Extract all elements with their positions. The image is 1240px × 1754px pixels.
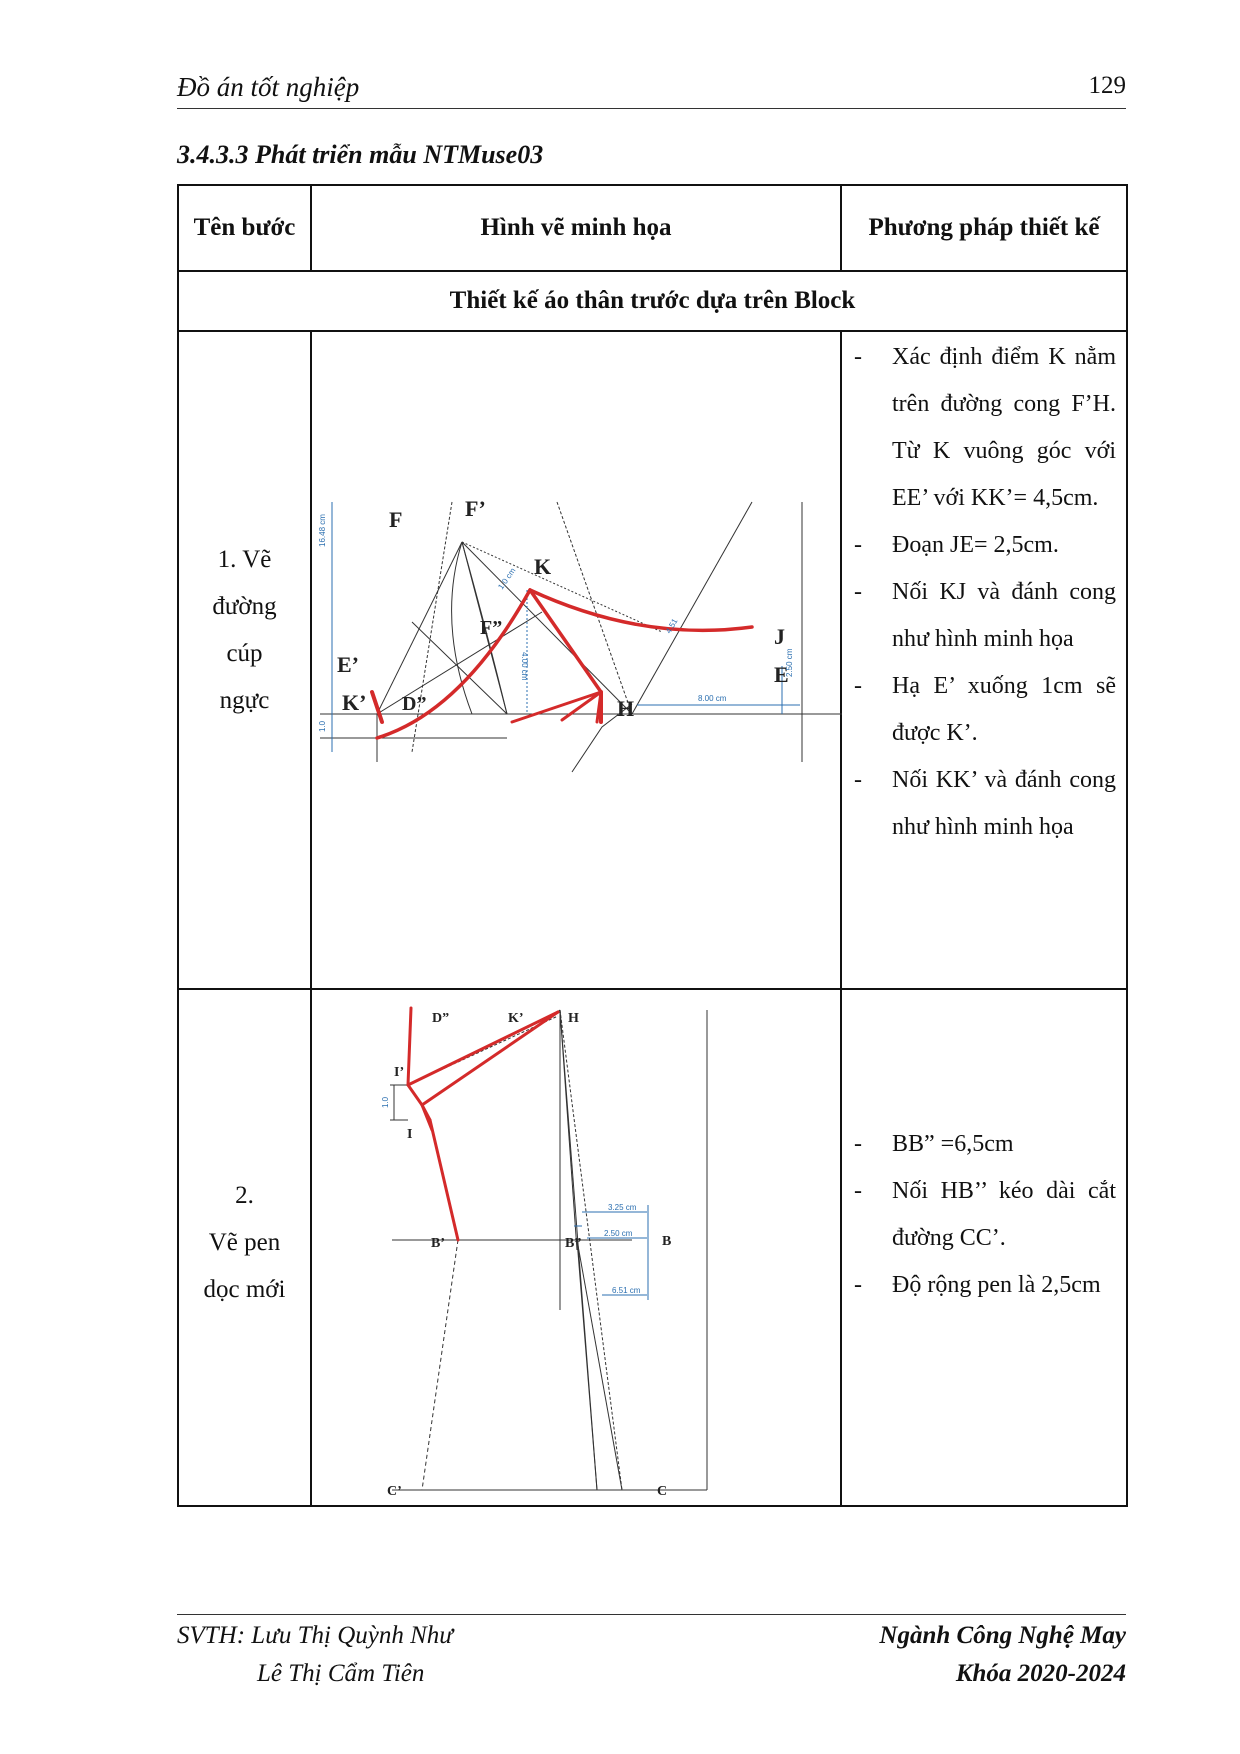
page-number: 129 [1088,72,1126,99]
step-name-line: ngực [219,687,270,715]
method-cell [841,331,1127,988]
dimension-label: 2.50 cm [785,648,794,678]
point-label: H [617,696,635,722]
table-row [178,331,1127,988]
point-label: B” [565,1235,582,1251]
column-header-method: Phương pháp thiết kế [841,185,1127,271]
dart-line [577,1240,597,1490]
step-name-cell [178,331,311,988]
point-label: C’ [387,1483,402,1499]
dimension-label: 3.25 cm [608,1202,637,1212]
construction-line [632,502,752,714]
figure-cell [311,331,841,988]
footer-author-1: SVTH: Lưu Thị Quỳnh Như [177,1622,453,1649]
front-edge-red [408,1085,422,1105]
bust-curve-kk-prime [377,590,530,738]
column-header-figure: Hình vẽ minh họa [311,185,841,271]
point-label: D” [402,693,427,716]
front-edge-red [408,1008,411,1085]
footer-rule [177,1614,1126,1615]
table-header-row [178,185,1127,271]
section-title: 3.4.3.3 Phát triển mẫu NTMuse03 [177,140,544,169]
method-item: - Hạ E’ xuống 1cm sẽ được K’. [852,663,1116,757]
point-label: F’ [465,496,486,522]
dimension-label: 6.51 cm [612,1285,641,1295]
point-label: K [534,554,552,580]
method-item: - BB” =6,5cm [852,1121,1116,1168]
point-label: I’ [394,1064,405,1080]
dart-line [577,1240,622,1490]
method-item: - Độ rộng pen là 2,5cm [852,1262,1116,1309]
side-seam-lower [422,1240,458,1490]
side-red [430,1120,458,1240]
footer-major: Ngành Công Nghệ May [879,1622,1126,1649]
point-label: F [389,507,403,533]
method-item: - Đoạn JE= 2,5cm. [852,522,1116,569]
point-label: B’ [431,1235,445,1251]
dart-figure [312,990,842,1506]
step-name-line: đường [212,593,277,621]
dimension-label: 8.00 cm [698,694,727,704]
table-row [178,989,1127,1506]
dimension-label: 4.00 cm [520,652,529,681]
footer-author-2: Lê Thị Cẩm Tiên [257,1660,425,1687]
header-title: Đồ án tốt nghiệp [177,72,360,102]
point-label: K’ [508,1010,524,1026]
dimension-label: 16.48 cm [318,514,327,548]
method-item: - Nối KK’ và đánh cong như hình minh họa [852,757,1116,851]
point-label: D” [432,1010,450,1026]
bust-curve-kj [530,590,752,630]
bust-line-figure [312,332,842,988]
point-label: E [774,662,789,688]
method-item: - Xác định điểm K nằm trên đường cong F’H. Từ K vuông góc với EE’ với KK’= 4,5cm. [852,334,1116,522]
step-name-line: cúp [226,640,263,668]
footer-cohort: Khóa 2020-2024 [955,1660,1126,1687]
span-heading-row [178,271,1127,331]
step-name-line: 2. [235,1181,254,1209]
point-label: B [662,1233,672,1249]
method-item: - Nối HB’’ kéo dài cắt đường CC’. [852,1168,1116,1262]
point-label: J [774,624,785,650]
column-header-step: Tên bước [178,185,311,271]
dimension-label: 1.0 [381,1096,390,1108]
step-name-line: dọc mới [203,1275,286,1303]
point-label: K’ [342,690,367,716]
step-name-line: 1. Vẽ [217,546,272,574]
design-table [177,184,1128,1507]
span-heading: Thiết kế áo thân trước dựa trên Block [178,271,1127,331]
point-label: F” [480,617,503,640]
step-name-line: Vẽ pen [208,1228,281,1256]
point-label: C [657,1483,668,1499]
point-label: E’ [337,652,359,678]
figure-cell [311,989,841,1506]
dimension-label: 1.0 [318,721,327,733]
neck-line-red [408,1012,558,1085]
lower-dart-lines [512,692,601,722]
point-label: H [568,1010,579,1026]
method-cell [841,989,1127,1506]
dimension-label: 4.51 [663,617,680,636]
header-rule [177,108,1126,109]
side-red [422,1105,432,1130]
dimension-label: 1.0 cm [496,566,518,592]
point-label: I [407,1126,413,1142]
dimension-label: 2.50 cm [604,1228,633,1238]
step-name-cell [178,989,311,1506]
method-item: - Nối KJ và đánh cong như hình minh họa [852,569,1116,663]
